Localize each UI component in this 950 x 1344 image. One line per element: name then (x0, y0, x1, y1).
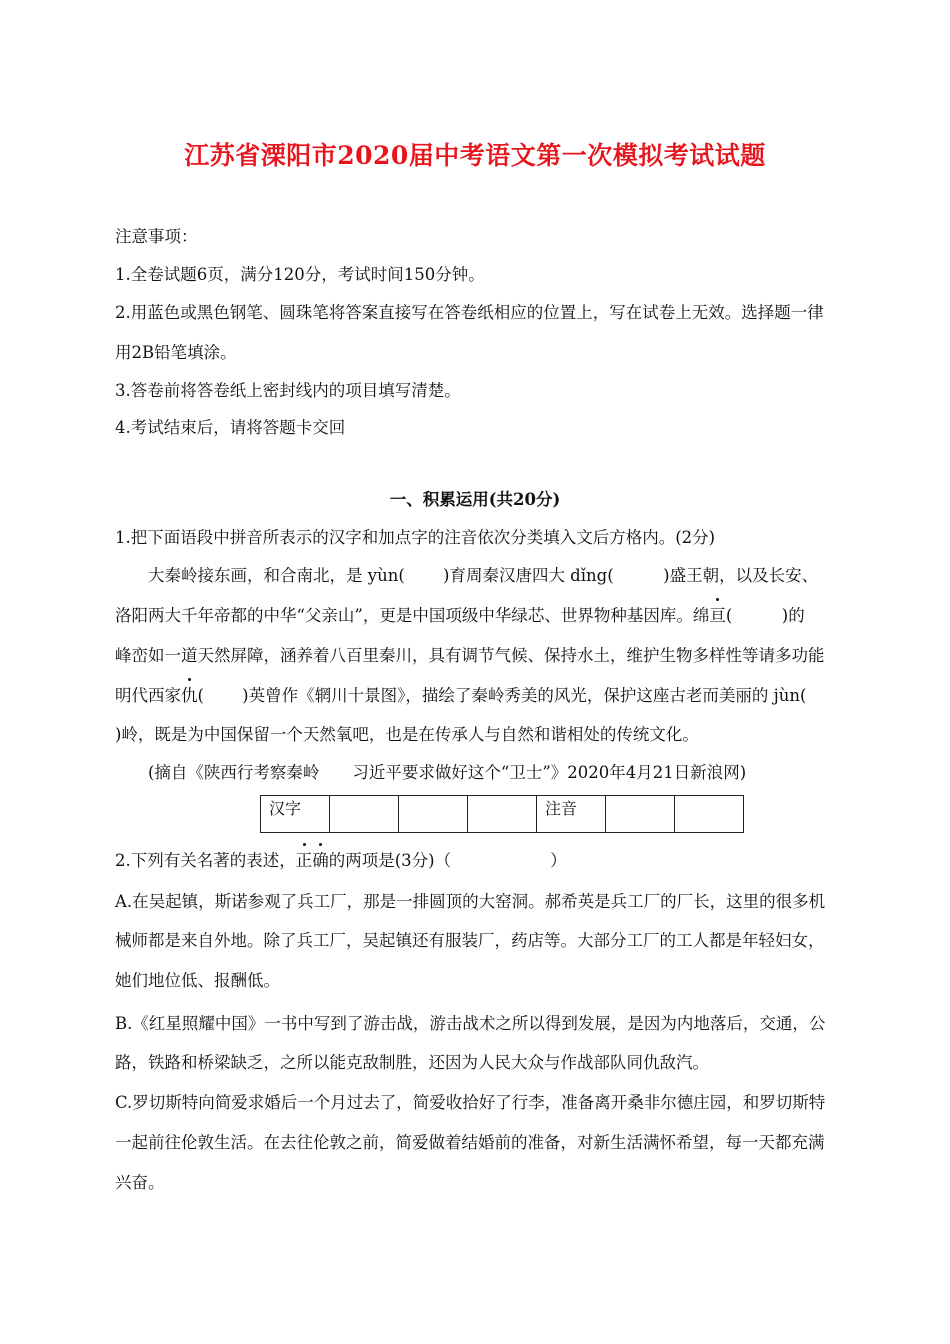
answer-label-pinyin: 注音 (537, 796, 606, 833)
notice-item-2-cont: 用2B铅笔填涂。 (115, 343, 237, 362)
dotted-character: 亘 (709, 606, 726, 625)
option-c-line: C.罗切斯特向简爱求婚后一个月过去了，简爱收拾好了行李，准备离开桑非尔德庄园，和罗切斯特 (115, 1093, 826, 1112)
q1-paragraph-line (115, 685, 840, 707)
answer-cell[interactable] (675, 796, 744, 833)
notice-heading: 注意事项： (115, 227, 198, 246)
answer-cell[interactable] (468, 796, 537, 833)
section-heading: 一、积累运用(共20分) (389, 490, 561, 509)
option-a-line: A.在吴起镇，斯诺参观了兵工厂，那是一排圆顶的大窑洞。郝希英是兵工厂的厂长，这里的很多机 (115, 892, 826, 911)
answer-cell[interactable] (606, 796, 675, 833)
notice-item-1: 1.全卷试题6页，满分120分，考试时间150分钟。 (115, 265, 485, 284)
answer-label-hanzi: 汉字 (261, 796, 330, 833)
option-c-line: 兴奋。 (115, 1173, 165, 1192)
notice-item-3: 3.答卷前将答卷纸上密封线内的项目填写清楚。 (115, 381, 461, 400)
q1-stem: 1.把下面语段中拼音所表示的汉字和加点字的注音依次分类填入文后方格内。(2分) (115, 528, 716, 547)
option-b-line: B.《红星照耀中国》一书中写到了游击战，游击战术之所以得到发展，是因为内地落后，交通，公 (115, 1014, 826, 1033)
q1-text: ( )的 (725, 606, 805, 625)
option-a-line: 她们地位低、报酬低。 (115, 971, 280, 990)
q2-text: 2.下列有关名著的表述， (115, 851, 296, 870)
dotted-character: 仇 (181, 686, 198, 705)
notice-item-4: 4.考试结束后，请将答题卡交回 (115, 418, 346, 437)
q1-text: ( )英曾作《辋川十景图》，描绘了秦岭秀美的风光，保护这座古老而美丽的 jùn( (197, 686, 807, 705)
notice-item-2: 2.用蓝色或黑色钢笔、圆珠笔将答案直接写在答卷纸相应的位置上，写在试卷上无效。选择题一律 (115, 303, 824, 322)
answer-cell[interactable] (399, 796, 468, 833)
exam-title: 江苏省溧阳市2020届中考语文第一次模拟考试试题 (184, 141, 766, 170)
option-a-line: 械师都是来自外地。除了兵工厂，吴起镇还有服装厂，药店等。大部分工厂的工人都是年轻妇女， (115, 931, 825, 950)
dotted-character: 正 (295, 851, 313, 870)
q1-paragraph-line: 峰峦如一道天然屏障，涵养着八百里秦川，具有调节气候、保持水土，维护生物多样性等请多功能 (115, 646, 825, 665)
q1-source: (摘自《陕西行考察秦岭 习近平要求做好这个“卫士”》2020年4月21日新浪网) (148, 763, 747, 782)
q2-stem (115, 850, 840, 872)
q1-paragraph-line: 大秦岭接东画，和合南北，是 yùn( )育周秦汉唐四大 dǐng( )盛王朝，以及长安、 (148, 566, 819, 585)
answer-cell[interactable] (330, 796, 399, 833)
option-c-line: 一起前往伦敦生活。在去往伦敦之前，简爱做着结婚前的准备，对新生活满怀希望，每一天都充满 (115, 1133, 825, 1152)
q1-paragraph-line: )岭，既是为中国保留一个天然氧吧，也是在传承人与自然和谐相处的传统文化。 (115, 725, 699, 744)
answer-table (260, 795, 744, 833)
q1-text: 洛阳两大千年帝都的中华“父亲山”，更是中国项级中华绿芯、世界物种基因库。绵 (115, 606, 710, 625)
dotted-character: 确 (312, 851, 329, 870)
option-b-line: 路，铁路和桥梁缺乏，之所以能克敌制胜，还因为人民大众与作战部队同仇敌汽。 (115, 1053, 709, 1072)
q1-text: 明代西家 (115, 686, 181, 705)
q2-text: 的两项是(3分)（ ） (328, 851, 567, 870)
q1-paragraph-line (115, 605, 840, 627)
